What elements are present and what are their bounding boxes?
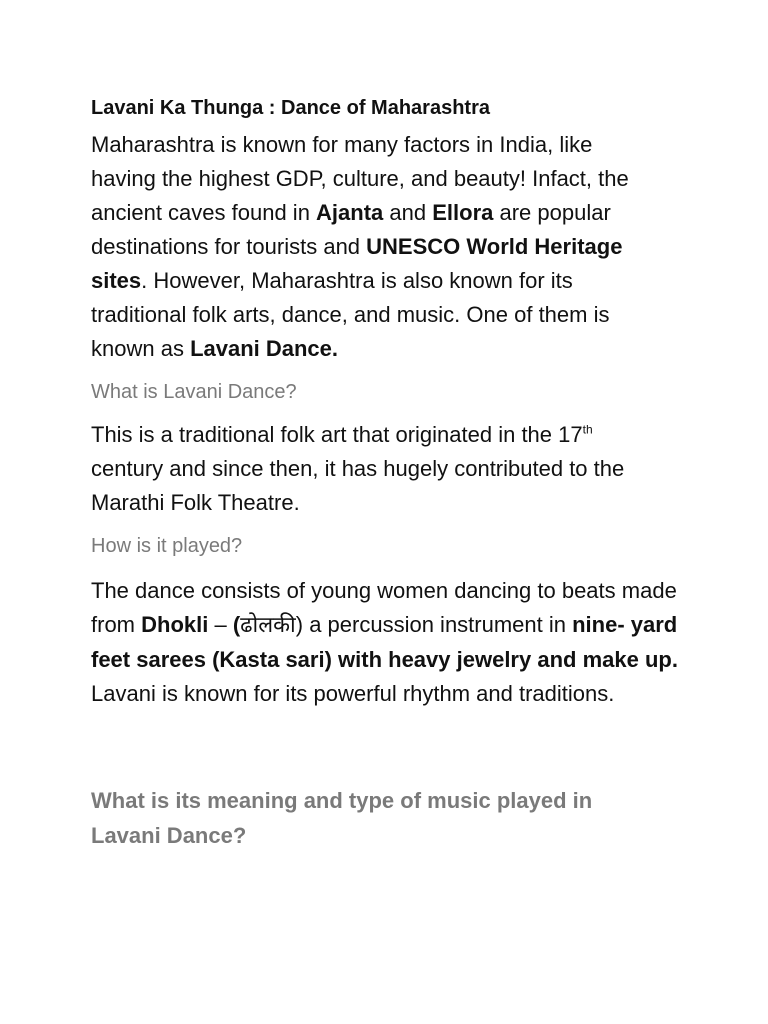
document-page bbox=[91, 94, 691, 853]
document-title: Lavani Ka Thunga : Dance of Maharashtra bbox=[91, 97, 490, 119]
superscript-th: th bbox=[582, 422, 593, 437]
what-is-lavani-paragraph bbox=[91, 418, 666, 520]
dholki-devanagari: ढोलकी bbox=[240, 613, 296, 638]
saree-bold: nine- yard feet sarees (Kasta sari) with heavy jewelry and make up. bbox=[91, 612, 678, 672]
dhokli-bold: Dhokli bbox=[141, 612, 209, 637]
origin-text-2: century and since then, it has hugely contributed to the Marathi Folk Theatre. bbox=[91, 456, 625, 515]
what-is-lavani-heading: What is Lavani Dance? bbox=[91, 381, 297, 403]
lavani-dance-bold: Lavani Dance. bbox=[190, 336, 339, 361]
unesco-bold: UNESCO World Heritage sites bbox=[91, 234, 623, 293]
intro-text-4: . However, Maharashtra is also known for its traditional folk arts, dance, and music. One of them is known as bbox=[91, 268, 610, 361]
ajanta-bold: Ajanta bbox=[316, 200, 384, 225]
ellora-bold: Ellora bbox=[432, 200, 494, 225]
intro-paragraph bbox=[91, 128, 651, 366]
played-text-4: Lavani is known for its powerful rhythm and traditions. bbox=[91, 681, 615, 706]
played-text-2: – bbox=[208, 612, 233, 637]
paren-bold: ( bbox=[232, 612, 241, 637]
played-text-3: ) a percussion instrument in bbox=[295, 612, 573, 637]
intro-text-3: are popular destinations for tourists and bbox=[91, 200, 611, 259]
intro-text-2: and bbox=[383, 200, 433, 225]
origin-text-1: This is a traditional folk art that originated in the 17 bbox=[91, 422, 583, 447]
how-played-paragraph bbox=[91, 574, 681, 711]
intro-text-1: Maharashtra is known for many factors in India, like having the highest GDP, culture, and beauty! Infact, the ancient caves found in bbox=[91, 132, 629, 225]
meaning-music-heading: What is its meaning and type of music played in Lavani Dance? bbox=[91, 788, 593, 848]
played-text-1: The dance consists of young women dancing to beats made from bbox=[91, 578, 677, 637]
how-played-heading: How is it played? bbox=[91, 535, 243, 557]
